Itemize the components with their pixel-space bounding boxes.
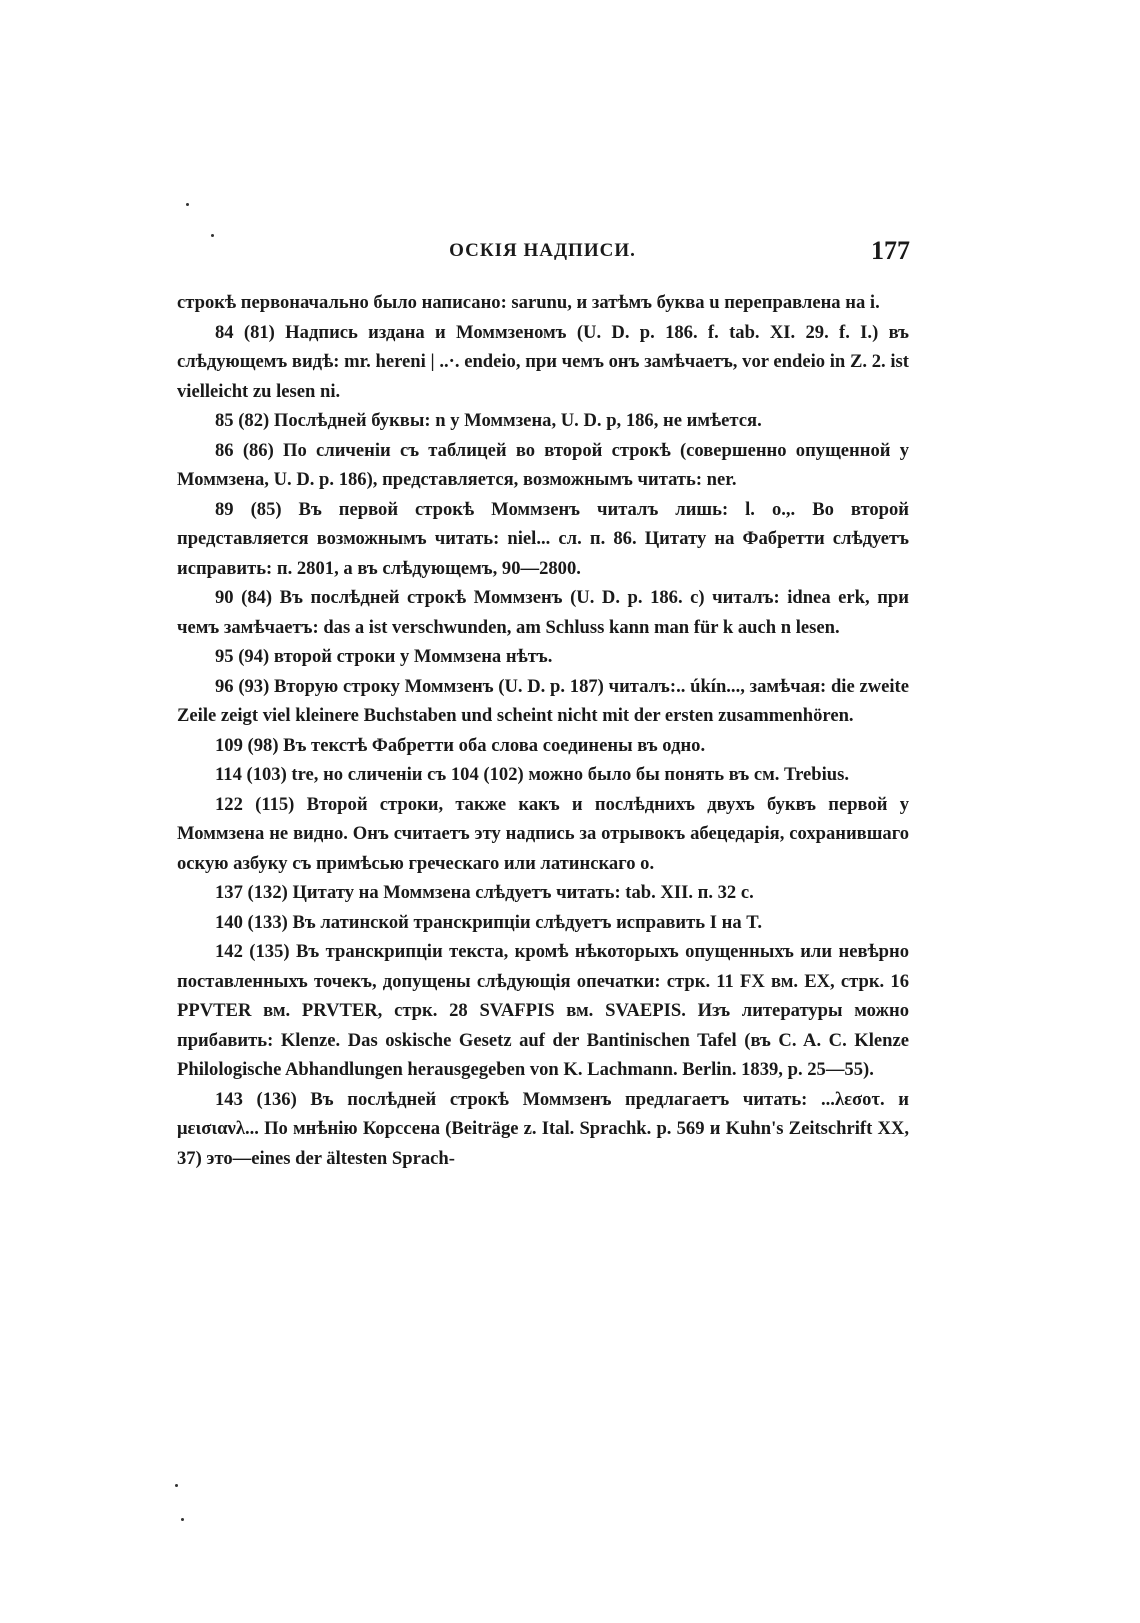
note-96: 96 (93) Вторую строку Моммзенъ (U. D. p. 187) читалъ:.. úkín..., замѣчая: die zweite Zeile zeigt viel kleinere Buchstaben und scheint nicht mit der ersten zusammenhören. [177, 675, 909, 726]
note-84: 84 (81) Надпись издана и Моммзеномъ (U. D. p. 186. f. tab. XI. 29. f. I.) въ слѣдующемъ видѣ: mr. hereni | ..·. endeio, при чемъ онъ замѣчаетъ, vor endeio in Z. 2. ist vielleicht zu lesen ni. [177, 321, 909, 402]
note-140: 140 (133) Въ латинской транскрипціи слѣдуетъ исправить I на T. [215, 911, 762, 933]
scan-speck [211, 234, 214, 237]
note-109: 109 (98) Въ текстѣ Фабретти оба слова соединены въ одно. [215, 734, 706, 756]
note-90: 90 (84) Въ послѣдней строкѣ Моммзенъ (U. D. p. 186. c) читалъ: idnea erk, при чемъ замѣчаетъ: das a ist verschwunden, am Schluss kann man für k auch n lesen. [177, 587, 909, 638]
scan-speck [175, 1484, 178, 1487]
note-89: 89 (85) Въ первой строкѣ Моммзенъ читалъ лишь: l. o.,. Во второй представляется возможнымъ читать: niel... сл. п. 86. Цитату на Фабретти слѣдуетъ исправить: п. 2801, а въ слѣдующемъ, 90—2800. [177, 498, 909, 579]
scan-speck [186, 203, 189, 206]
note-86: 86 (86) По сличеніи съ таблицей во второй строкѣ (совершенно опущенной у Моммзена, U. D. p. 186), представляется, возможнымъ читать: ner. [177, 439, 909, 490]
paragraph-continuation: строкѣ первоначально было написано: sarunu, и затѣмъ буква u переправлена на i. [177, 292, 880, 313]
running-head: ОСКІЯ НАДПИСИ. [449, 240, 636, 261]
note-143: 143 (136) Въ послѣдней строкѣ Моммзенъ предлагаетъ читать: ...λεσοτ. и μεισιανλ... По мнѣнію Корссена (Beiträge z. Ital. Sprachk. p. 569 и Kuhn's Zeitschrift XX, 37) это—eines der ältesten Sprach- [177, 1088, 909, 1169]
scan-speck [181, 1518, 184, 1521]
page-header [175, 236, 910, 270]
note-114: 114 (103) tre, но сличеніи съ 104 (102) можно было бы понять въ см. Trebius. [215, 764, 849, 785]
page-number: 177 [871, 236, 910, 265]
note-95: 95 (94) второй строки у Моммзена нѣтъ. [215, 646, 553, 667]
body-text [177, 288, 909, 1173]
note-142: 142 (135) Въ транскрипціи текста, кромѣ нѣкоторыхъ опущенныхъ или невѣрно поставленныхъ точекъ, допущены слѣдующія опечатки: стрк. 11 FX вм. EX, стрк. 16 PPVTER вм. PRVTER, стрк. 28 SVAFPIS вм. SVAEPIS. Изъ литературы можно прибавить: Klenze. Das oskische Gesetz auf der Bantinischen Tafel (въ C. A. C. Klenze Philologische Abhandlungen herausgegeben von K. Lachmann. Berlin. 1839, p. 25—55). [177, 941, 909, 1080]
note-122: 122 (115) Второй строки, также какъ и послѣднихъ двухъ буквъ первой у Моммзена не видно. Онъ считаетъ эту надпись за отрывокъ абецедарія, сохранившаго оскую азбуку съ примѣсью греческаго или латинскаго o. [177, 793, 909, 874]
note-137: 137 (132) Цитату на Моммзена слѣдуетъ читать: tab. XII. п. 32 c. [215, 882, 754, 903]
note-85: 85 (82) Послѣдней буквы: n у Моммзена, U. D. p, 186, не имѣется. [215, 410, 762, 431]
